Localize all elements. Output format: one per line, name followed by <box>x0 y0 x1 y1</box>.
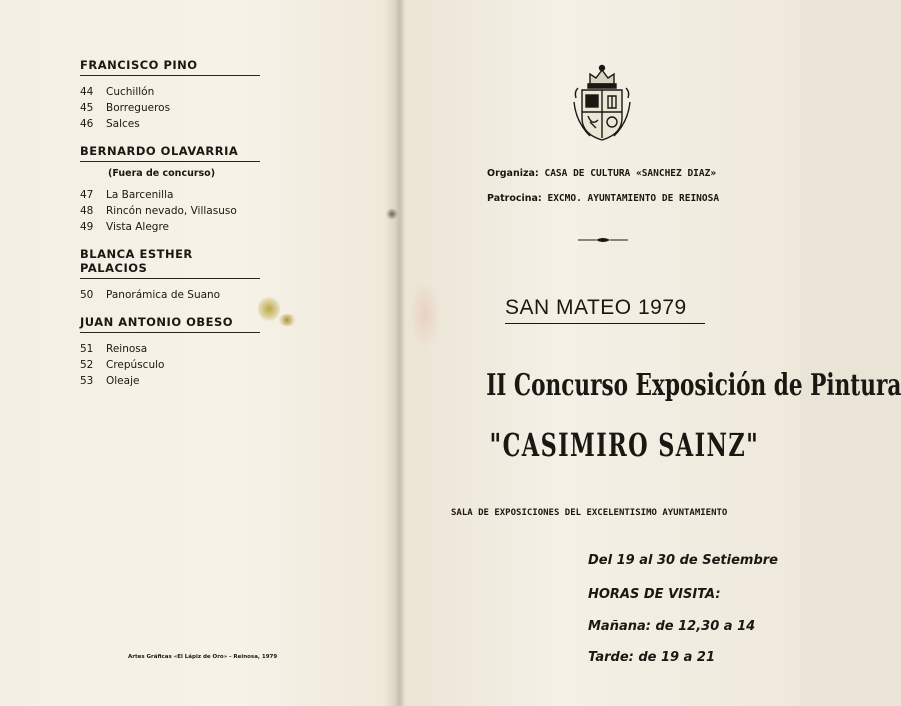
list-item <box>80 84 260 100</box>
printer-imprint: Artes Gráficas «El Lápiz de Oro» - Reinosa, 1979 <box>128 654 278 660</box>
list-item <box>80 116 260 132</box>
work-title: Reinosa <box>106 343 148 355</box>
list-item <box>80 357 260 373</box>
list-item <box>80 203 260 219</box>
work-title: Cuchillón <box>106 86 155 98</box>
artist-group <box>80 247 260 303</box>
contest-name: "CASIMIRO SAINZ" <box>489 426 760 464</box>
venue-line: SALA DE EXPOSICIONES DEL EXCELENTISIMO AYUNTAMIENTO <box>451 508 728 518</box>
organizer-line <box>487 168 716 179</box>
work-number: 44 <box>80 86 94 98</box>
work-number: 53 <box>80 375 94 387</box>
sponsor-label: Patrocina: <box>487 193 542 204</box>
artist-name: FRANCISCO PINO <box>80 58 260 76</box>
artist-note: (Fuera de concurso) <box>108 168 216 179</box>
work-number: 52 <box>80 359 94 371</box>
list-item <box>80 219 260 235</box>
work-title: Panorámica de Suano <box>106 289 221 301</box>
work-title: Crepúsculo <box>106 359 165 371</box>
work-number: 49 <box>80 221 94 233</box>
paper-stain <box>386 208 398 220</box>
work-number: 51 <box>80 343 94 355</box>
morning-hours: Mañana: de 12,30 a 14 <box>588 619 756 634</box>
work-number: 50 <box>80 289 94 301</box>
ornament-divider <box>578 236 628 244</box>
work-number: 45 <box>80 102 94 114</box>
artist-group <box>80 144 260 235</box>
work-number: 46 <box>80 118 94 130</box>
dates-line: Del 19 al 30 de Setiembre <box>588 553 778 568</box>
coat-of-arms-icon <box>570 62 634 144</box>
event-heading: SAN MATEO 1979 <box>505 296 705 324</box>
artist-name: BERNARDO OLAVARRIA <box>80 144 260 162</box>
paper-stain <box>258 296 280 322</box>
artist-group <box>80 58 260 132</box>
hours-label: HORAS DE VISITA: <box>588 587 721 602</box>
list-item <box>80 100 260 116</box>
artist-name: JUAN ANTONIO OBESO <box>80 315 260 333</box>
work-title: Salces <box>106 118 140 130</box>
work-number: 48 <box>80 205 94 217</box>
sponsor-line <box>487 193 719 204</box>
paper-stain <box>410 280 440 350</box>
contest-title: II Concurso Exposición de Pintura <box>486 368 901 403</box>
work-title: Oleaje <box>106 375 140 387</box>
organizer-label: Organiza: <box>487 168 539 179</box>
list-item <box>80 341 260 357</box>
work-title: Vista Alegre <box>106 221 169 233</box>
work-title: Borregueros <box>106 102 171 114</box>
afternoon-hours: Tarde: de 19 a 21 <box>588 650 716 665</box>
work-title: La Barcenilla <box>106 189 174 201</box>
work-title: Rincón nevado, Villasuso <box>106 205 237 217</box>
paper-stain <box>278 314 296 326</box>
artist-name: BLANCA ESTHER PALACIOS <box>80 247 260 279</box>
organizer-value: CASA DE CULTURA «SANCHEZ DIAZ» <box>544 168 717 179</box>
list-item <box>80 287 260 303</box>
list-item <box>80 373 260 389</box>
artist-group <box>80 315 260 389</box>
works-list <box>80 58 260 401</box>
list-item <box>80 187 260 203</box>
page-fold <box>395 0 405 706</box>
sponsor-value: EXCMO. AYUNTAMIENTO DE REINOSA <box>547 193 720 204</box>
work-number: 47 <box>80 189 94 201</box>
